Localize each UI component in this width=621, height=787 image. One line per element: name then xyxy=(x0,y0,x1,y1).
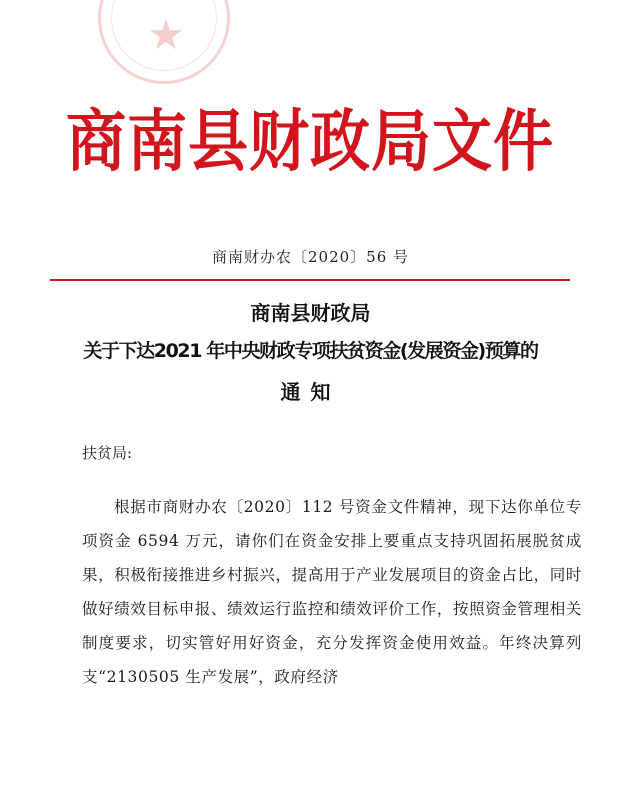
official-seal xyxy=(98,0,230,84)
title-issuer: 商南县财政局 xyxy=(250,301,371,325)
title-type: 通知 xyxy=(280,380,341,404)
body-paragraph: 根据市商财办农〔2020〕112 号资金文件精神，现下达你单位专项资金 6594 万元，请你们在资金安排上要重点支持巩固拓展脱贫成果，积极衔接推进乡村振兴，提高用于产业发展项目的资金占比，同时做好绩效目标申报、绩效运行监控和绩效评价工作，按照资金管理相关制度要求，切实管好用好资金，充分发挥资金使用效益。年终决算列支“2130505 生产发展”，政府经济 xyxy=(82,498,582,686)
title-subject: 关于下达2021 年中央财政专项扶贫资金(发展资金)预算的 xyxy=(83,340,538,362)
addressee: 扶贫局: xyxy=(82,444,133,462)
red-divider-line xyxy=(50,279,570,281)
document-header-title: 商南县财政局文件 xyxy=(66,102,554,182)
seal-star-icon: ★ xyxy=(147,10,185,59)
document-number: 商南财办农〔2020〕56 号 xyxy=(211,248,410,266)
